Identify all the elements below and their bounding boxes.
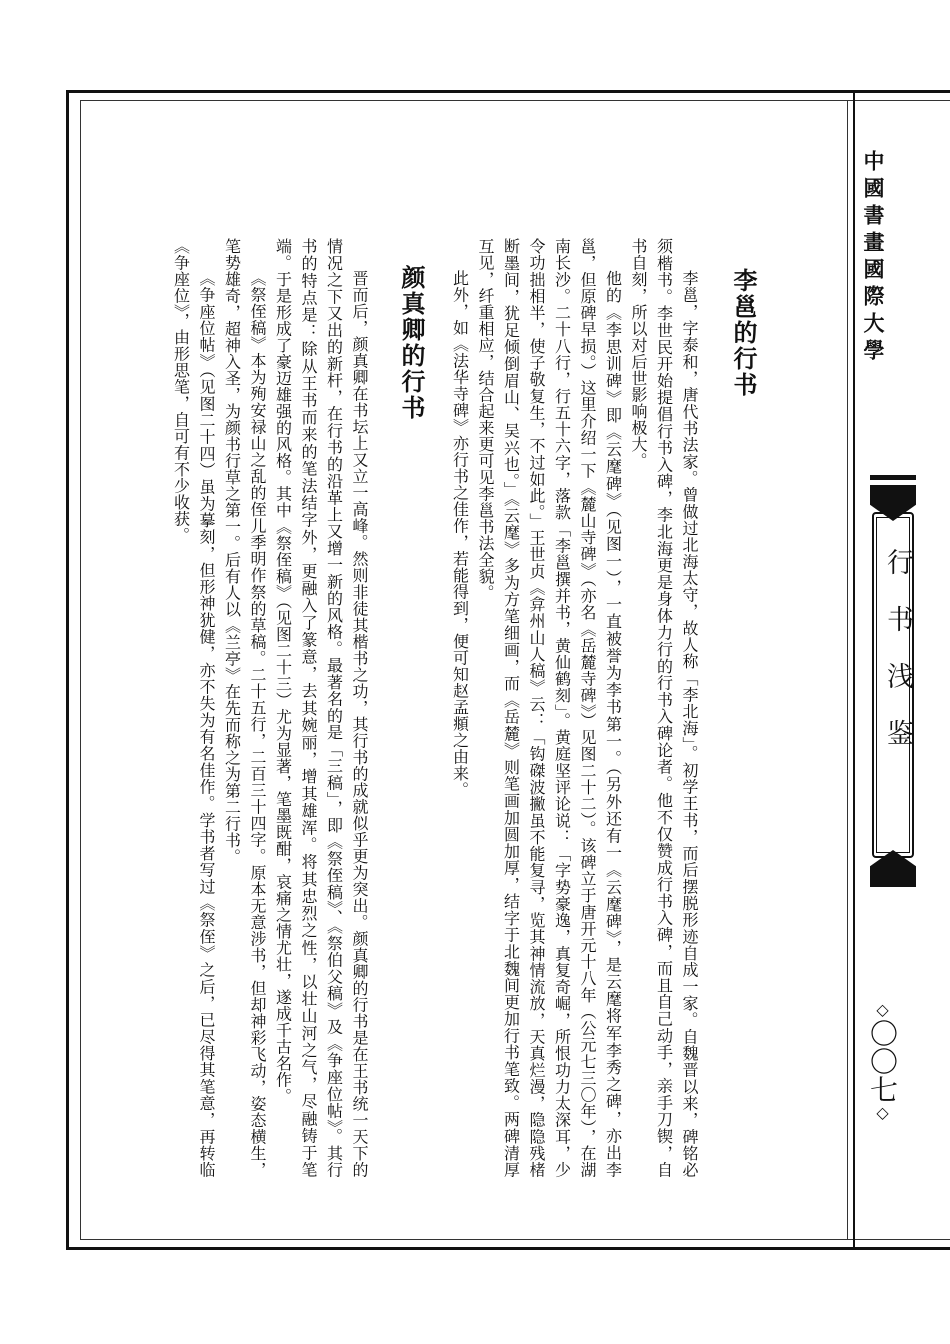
paragraph: 《争座位帖》（见图二十四）虽为摹刻，但形神犹健，亦不失为有名佳作。学书者写过《祭侄》之后，已尽得其笔意，再转临《争座位》，由形思笔，自可有不少收获。 (171, 238, 216, 1178)
school-name: 中國書畫國際大學 (861, 150, 885, 366)
diamond-icon: ◇ (873, 1103, 892, 1122)
section-heading-li-yong: 李邕的行书 (729, 268, 757, 398)
section-title: 行书浅鉴 (882, 548, 913, 776)
section-body-li-yong (450, 238, 702, 1178)
section-heading-yan-zhenqing: 颜真卿的行书 (397, 265, 425, 421)
sidebar-divider (847, 100, 848, 1240)
title-ornament-bar-bottom (870, 882, 916, 887)
diamond-icon: ◇ (873, 1000, 892, 1019)
paragraph: 李邕，字泰和，唐代书法家。曾做过北海太守，故人称「李北海」。初学王书，而后摆脱形迹自成一家。自魏晋以来，碑铭必须楷书。李世民开始提倡行书入碑，李北海更是身体力行的行书入碑论者。他不仅赞成行书入碑，而且自己动手，亲手刀锲，自书自刻，所以对后世影响极大。 (629, 238, 699, 1178)
section-body-yan-zhenqing (172, 238, 372, 1178)
paragraph: 他的《李思训碑》即《云麾碑》（见图一），一直被誉为李书第一。（另外还有一《云麾碑》，是云麾将军李秀之碑，亦出李邕，但原碑早损。）这里介绍一下《麓山寺碑》（亦名《岳麓寺碑》）见图二十二）。该碑立于唐开元十八年（公元七三〇年），在湖南长沙。二十八行，行五十六字，落款「李邕撰并书，黄仙鹤刻」。黄庭坚评论说：「字势豪逸，真复奇崛，所恨功力太深耳，少令功拙相半，使子敬复生，不过如此。」王世贞《弇州山人稿》云：「钩磔波撇虽不能复寻，览其神情流放，天真烂漫，隐隐残楮断墨间，犹足倾倒眉山、吴兴也。」《云麾》多为方笔细画，而《岳麓》则笔画加圆加厚，结字于北魏间更加行书笔致。两碑清厚互见，纤重相应，结合起来更可见李邕书法全貌。 (476, 238, 623, 1178)
paragraph: 晋而后，颜真卿在书坛上又立一高峰。然则非徒其楷书之功，其行书的成就似乎更为突出。颜真卿的行书是在王书统一天下的情况之下又出的新杆，在行书的沿革上又增一新的风格。最著名的是「三稿」，即《祭侄稿》、《祭伯父稿》及《争座位帖》。其行书的特点是：除从王书而来的笔法结字外，更融入了篆意，去其婉丽，增其雄浑。将其忠烈之性，以壮山河之气，尽融铸于笔端。于是形成了豪迈雄强的风格。其中《祭侄稿》（见图二十三）尤为显著，笔墨既酣，哀痛之情尤壮，遂成千古名作。 (273, 238, 369, 1178)
page-number-block (862, 1000, 902, 1122)
page-number: 〇〇七 (866, 1019, 899, 1103)
title-ornament-bar-top (870, 475, 916, 480)
sidebar-divider-thick (853, 90, 855, 1250)
paragraph: 《祭侄稿》本为殉安禄山之乱的侄儿季明作祭的草稿。二十五行，二百三十四字。原本无意涉书，但却神彩飞动，姿态横生，笔势雄奇，超神入圣，为颜书行草之第一。后有人以《兰亭》在先而称之为第二行书。 (222, 238, 267, 1178)
paragraph: 此外，如《法华寺碑》亦行书之佳作，若能得到，便可知赵孟頫之由来。 (450, 270, 470, 798)
